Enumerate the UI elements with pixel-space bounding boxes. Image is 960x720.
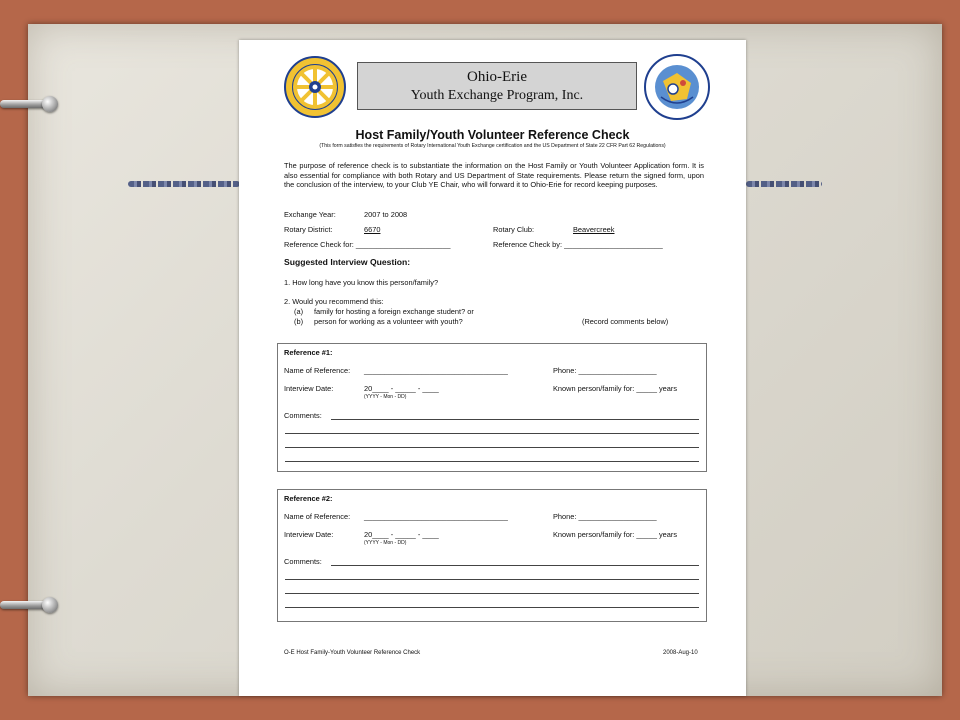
rotary-district-value: 6670 bbox=[364, 225, 381, 234]
reference-check-by: Reference Check by: ________________________ bbox=[493, 240, 663, 249]
comment-line[interactable] bbox=[285, 433, 699, 434]
program-title-box bbox=[357, 62, 637, 110]
comment-line[interactable] bbox=[331, 565, 699, 566]
reference-name-label: Name of Reference: bbox=[284, 366, 351, 375]
rotary-wheel-logo bbox=[283, 55, 347, 119]
decorative-streak-right bbox=[746, 181, 822, 187]
program-title-line2: Youth Exchange Program, Inc. bbox=[410, 87, 584, 103]
question-1: 1. How long have you know this person/family? bbox=[284, 278, 439, 287]
question-2b: person for working as a volunteer with youth? bbox=[314, 317, 463, 326]
known-years-field[interactable]: Known person/family for: _____ years bbox=[553, 384, 678, 393]
question-2: 2. Would you recommend this: bbox=[284, 297, 384, 306]
program-title-line1: Ohio-Erie bbox=[467, 69, 527, 85]
footer-date: 2008-Aug-10 bbox=[663, 650, 698, 656]
comment-line[interactable] bbox=[285, 447, 699, 448]
interview-date-label: Interview Date: bbox=[284, 384, 334, 393]
question-2b-letter: (b) bbox=[294, 317, 304, 326]
comment-line[interactable] bbox=[285, 593, 699, 594]
exchange-year-label: Exchange Year: bbox=[284, 210, 336, 219]
comment-line[interactable] bbox=[285, 579, 699, 580]
reference-heading: Reference #2: bbox=[284, 494, 333, 503]
form-title: Host Family/Youth Volunteer Reference Check bbox=[355, 128, 630, 142]
comments-label: Comments: bbox=[284, 411, 322, 420]
comment-line[interactable] bbox=[285, 461, 699, 462]
comment-line[interactable] bbox=[285, 607, 699, 608]
reference-phone-field[interactable]: Phone: ___________________ bbox=[553, 366, 657, 375]
record-comments-note: (Record comments below) bbox=[582, 317, 669, 326]
purpose-paragraph: The purpose of reference check is to substantiate the information on the Host Family or Youth Volunteer Application form. It is also essential for compliance with both Rotary and US Department of State requirements. Please return the signed form, upon the conclusion of the interview, to your Club YE Chair, who will forward it to Ohio-Erie for record keeping purposes. bbox=[284, 161, 704, 190]
reference-check-for: Reference Check for: _______________________ bbox=[284, 240, 451, 249]
interview-date-hint: (YYYY - Mon - DD) bbox=[364, 394, 407, 400]
reference-name-field[interactable]: ___________________________________ bbox=[364, 366, 508, 375]
known-years-field[interactable]: Known person/family for: _____ years bbox=[553, 530, 678, 539]
reference-1-box bbox=[277, 343, 707, 472]
document-page bbox=[239, 40, 746, 696]
binder-ring-bottom bbox=[0, 597, 60, 613]
youth-exchange-logo bbox=[643, 53, 711, 121]
question-2a: family for hosting a foreign exchange student? or bbox=[314, 307, 474, 316]
reference-phone-field[interactable]: Phone: ___________________ bbox=[553, 512, 657, 521]
rotary-club-value: Beavercreek bbox=[573, 225, 615, 234]
reference-name-field[interactable]: ___________________________________ bbox=[364, 512, 508, 521]
interview-date-field[interactable]: 20____ - _____ - ____ bbox=[364, 384, 439, 393]
rotary-club-label: Rotary Club: bbox=[493, 225, 535, 234]
reference-heading: Reference #1: bbox=[284, 348, 333, 357]
reference-name-label: Name of Reference: bbox=[284, 512, 351, 521]
question-2a-letter: (a) bbox=[294, 307, 304, 316]
footer-document-name: O-E Host Family-Youth Volunteer Reference Check bbox=[284, 650, 421, 656]
interview-date-label: Interview Date: bbox=[284, 530, 334, 539]
interview-date-hint: (YYYY - Mon - DD) bbox=[364, 540, 407, 546]
reference-2-box bbox=[277, 489, 707, 622]
decorative-streak-left bbox=[128, 181, 240, 187]
exchange-year-value: 2007 to 2008 bbox=[364, 210, 408, 219]
form-subtitle: (This form satisfies the requirements of Rotary International Youth Exchange certification and the US Department of State 22 CFR Part 62 Regulations) bbox=[319, 143, 666, 149]
interview-date-field[interactable]: 20____ - _____ - ____ bbox=[364, 530, 439, 539]
binder-ring-top bbox=[0, 96, 60, 112]
rotary-district-label: Rotary District: bbox=[284, 225, 333, 234]
interview-question-heading: Suggested Interview Question: bbox=[284, 257, 411, 267]
comment-line[interactable] bbox=[331, 419, 699, 420]
comments-label: Comments: bbox=[284, 557, 322, 566]
